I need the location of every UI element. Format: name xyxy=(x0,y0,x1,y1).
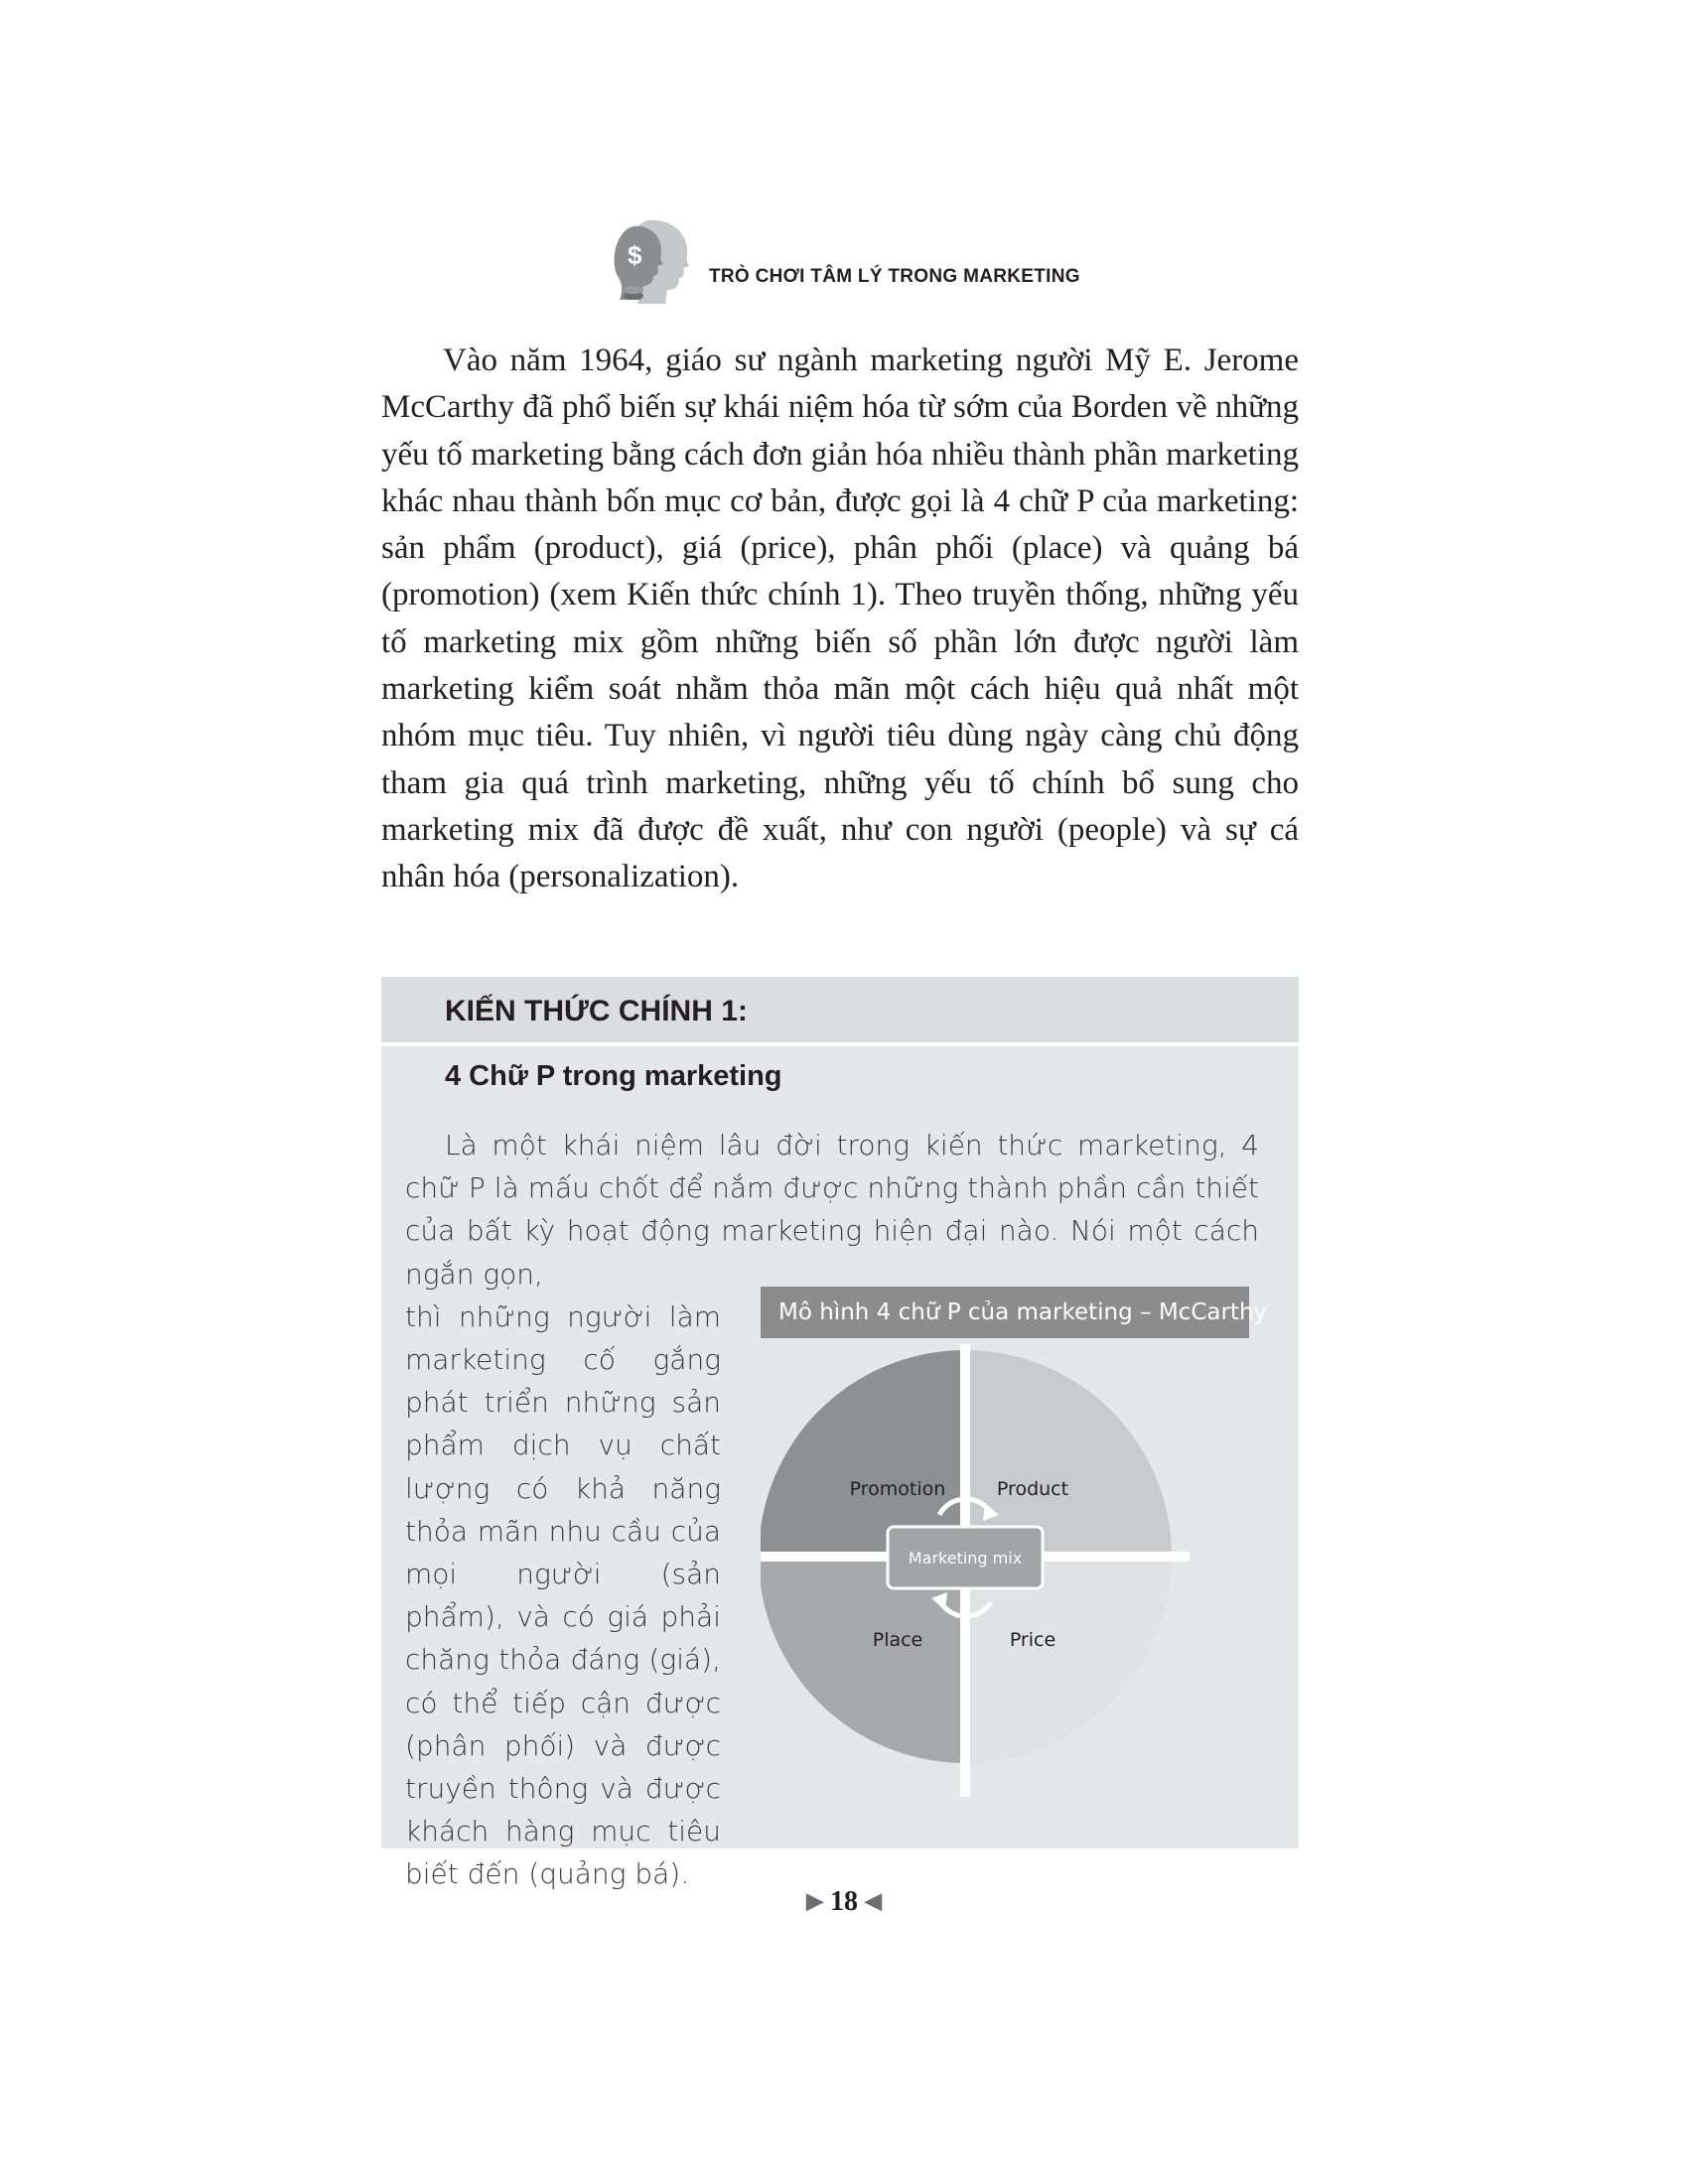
box-label: KIẾN THỨC CHÍNH 1: xyxy=(445,995,748,1027)
center-label: Marketing mix xyxy=(908,1549,1023,1568)
four-p-wheel xyxy=(761,1344,1267,1811)
place-label: Place xyxy=(872,1629,923,1651)
page-marker-right-icon: ◀ xyxy=(865,1888,882,1913)
product-label: Product xyxy=(996,1478,1069,1500)
box-paragraph-full-width: Là một khái niệm lâu đời trong kiến thức marketing, 4 chữ P là mấu chốt để nắm được những thành phần cần thiết của bất kỳ hoạt động marketing hiện đại nào. Nói một cách ngắn gọn, xyxy=(405,1129,1259,1291)
box-header xyxy=(381,977,1299,1046)
dollar-head-silhouette-icon xyxy=(608,216,697,306)
page-number xyxy=(0,1886,1688,1918)
price-label: Price xyxy=(1009,1629,1056,1651)
promotion-label: Promotion xyxy=(849,1478,946,1500)
four-p-diagram xyxy=(761,1287,1267,1803)
page-marker-left-icon: ▶ xyxy=(806,1888,823,1913)
box-subtitle: 4 Chữ P trong marketing xyxy=(445,1060,782,1092)
page-number-value: 18 xyxy=(830,1886,858,1917)
figure-caption: Mô hình 4 chữ P của marketing – McCarthy xyxy=(761,1287,1249,1338)
svg-text:$: $ xyxy=(628,240,642,270)
body-text xyxy=(381,338,1299,901)
key-knowledge-box xyxy=(381,977,1299,1891)
box-paragraph-narrow: thì những người làm marketing cố gắng phát triển những sản phẩm dịch vụ chất lượng có khả năng thỏa mãn nhu cầu của mọi người (sản phẩm), và có giá phải chăng thỏa đáng (giá), có thể tiếp cận được (phân phối) và được truyền thông và được khách hàng mục tiêu biết đến (quảng bá). xyxy=(405,1299,721,1891)
main-paragraph: Vào năm 1964, giáo sư ngành marketing người Mỹ E. Jerome McCarthy đã phổ biến sự khái niệm hóa từ sớm của Borden về những yếu tố marketing bằng cách đơn giản hóa nhiều thành phần marketing khác nhau thành bốn mục cơ bản, được gọi là 4 chữ P của marketing: sản phẩm (product), giá (price), phân phối (place) và quảng bá (promotion) (xem Kiến thức chính 1). Theo truyền thống, những yếu tố marketing mix gồm những biến số phần lớn được người làm marketing kiểm soát nhằm thỏa mãn một cách hiệu quả nhất một nhóm mục tiêu. Tuy nhiên, vì người tiêu dùng ngày càng chủ động tham gia quá trình marketing, những yếu tố chính bổ sung cho marketing mix đã được đề xuất, như con người (people) và sự cá nhân hóa (personalization). xyxy=(381,342,1299,895)
running-title: TRÒ CHƠI TÂM LÝ TRONG MARKETING xyxy=(709,266,1080,287)
running-header xyxy=(608,216,1124,306)
